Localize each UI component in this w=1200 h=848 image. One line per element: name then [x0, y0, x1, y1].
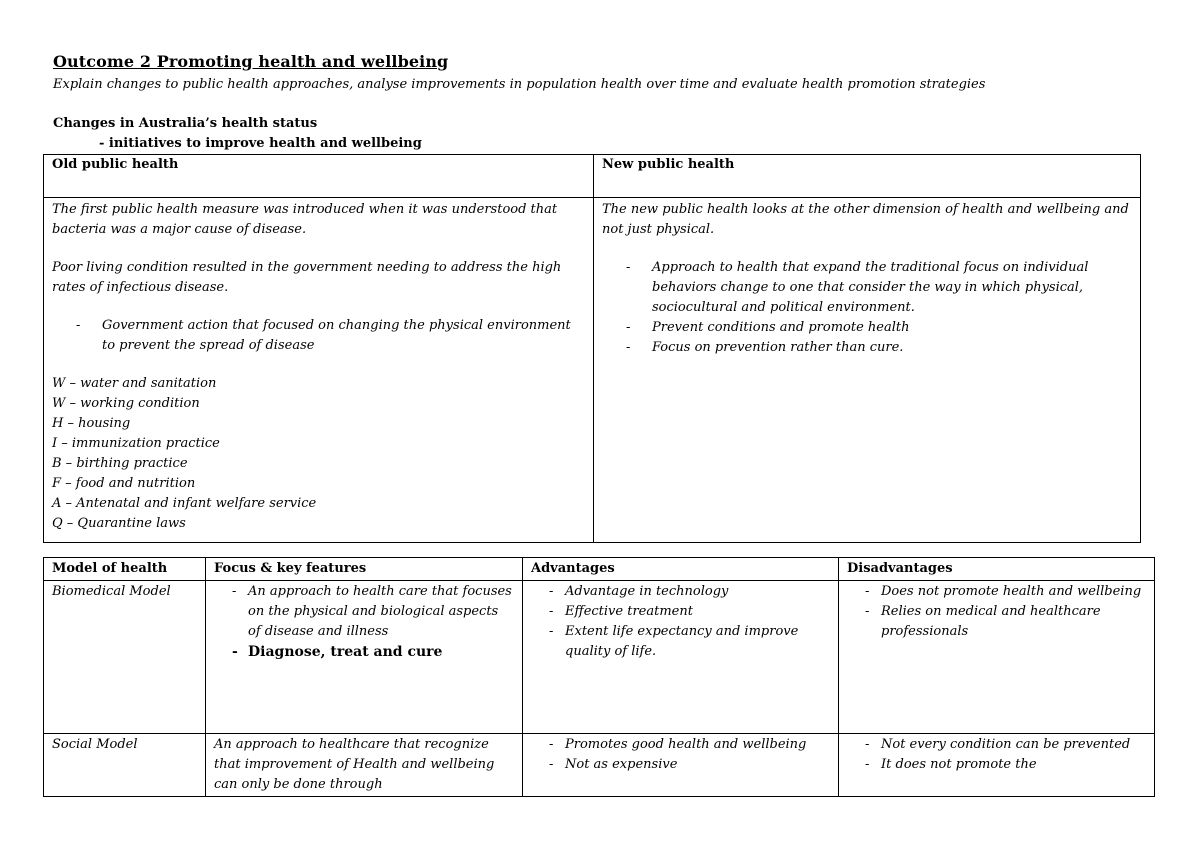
- acronym-line: Q – Quarantine laws: [52, 516, 186, 531]
- list-item: - Extent life expectancy and improve quality of life.: [531, 622, 830, 662]
- models-of-health-table: [43, 557, 1155, 797]
- header-old-public-health: Old public health: [44, 155, 594, 198]
- table-row: [44, 581, 1155, 734]
- list-item: - Relies on medical and healthcare professionals: [847, 602, 1146, 642]
- old-public-health-cell: [44, 198, 594, 543]
- old-para-2: Poor living condition resulted in the government needing to address the high rates of infectious disease.: [52, 260, 562, 295]
- disadvantages-cell: [839, 734, 1155, 797]
- disadvantages-list: [847, 582, 1146, 642]
- focus-cell: [206, 581, 523, 734]
- advantages-cell: [523, 581, 839, 734]
- model-name-cell: Social Model: [44, 734, 206, 797]
- header-disadvantages: Disadvantages: [839, 558, 1155, 581]
- section-subheading: - initiatives to improve health and wellbeing: [99, 136, 422, 151]
- acronym-line: I – immunization practice: [52, 436, 220, 451]
- list-item: - Promotes good health and wellbeing: [531, 735, 830, 755]
- header-new-public-health: New public health: [594, 155, 1141, 198]
- list-item: - Government action that focused on changing the physical environment to prevent the spread of disease: [52, 316, 585, 356]
- section-heading: Changes in Australia’s health status: [53, 116, 318, 131]
- page-title: Outcome 2 Promoting health and wellbeing: [53, 52, 449, 71]
- disadvantages-list: [847, 735, 1146, 775]
- advantages-cell: [523, 734, 839, 797]
- model-name-cell: Biomedical Model: [44, 581, 206, 734]
- old-para-1: The first public health measure was introduced when it was understood that bacteria was a major cause of disease.: [52, 202, 558, 237]
- list-item: - Focus on prevention rather than cure.: [602, 338, 1132, 358]
- old-bullet-list: [52, 316, 585, 356]
- header-model-of-health: Model of health: [44, 558, 206, 581]
- table-row: [44, 198, 1141, 543]
- new-bullet-list: [602, 258, 1132, 358]
- list-item: - Approach to health that expand the traditional focus on individual behaviors change to one that consider the way in which physical, sociocultural and political environment.: [602, 258, 1132, 318]
- list-item: - An approach to health care that focuses on the physical and biological aspects of disease and illness: [214, 582, 514, 642]
- table-row: [44, 734, 1155, 797]
- acronym-line: W – water and sanitation: [52, 376, 217, 391]
- focus-cell: An approach to healthcare that recognize that improvement of Health and wellbeing can only be done through: [206, 734, 523, 797]
- list-item: - Prevent conditions and promote health: [602, 318, 1132, 338]
- acronym-line: F – food and nutrition: [52, 476, 196, 491]
- table-header-row: [44, 558, 1155, 581]
- list-item: - Not every condition can be prevented: [847, 735, 1146, 755]
- disadvantages-cell: [839, 581, 1155, 734]
- list-item: - Advantage in technology: [531, 582, 830, 602]
- list-item: - Effective treatment: [531, 602, 830, 622]
- header-advantages: Advantages: [523, 558, 839, 581]
- list-item: - It does not promote the: [847, 755, 1146, 775]
- new-public-health-cell: [594, 198, 1141, 543]
- list-item: - Does not promote health and wellbeing: [847, 582, 1146, 602]
- advantages-list: [531, 582, 830, 662]
- table-header-row: [44, 155, 1141, 198]
- focus-bullet-list: [214, 582, 514, 662]
- advantages-list: [531, 735, 830, 775]
- acronym-line: H – housing: [52, 416, 131, 431]
- new-para-1: The new public health looks at the other dimension of health and wellbeing and not just physical.: [602, 202, 1129, 237]
- header-focus-key-features: Focus & key features: [206, 558, 523, 581]
- page-subtitle: Explain changes to public health approaches, analyse improvements in population health over time and evaluate health promotion strategies: [53, 77, 986, 92]
- acronym-line: A – Antenatal and infant welfare service: [52, 496, 317, 511]
- list-item: - Diagnose, treat and cure: [214, 642, 514, 662]
- acronym-line: W – working condition: [52, 396, 200, 411]
- acronym-line: B – birthing practice: [52, 456, 188, 471]
- public-health-table: [43, 154, 1141, 543]
- list-item: - Not as expensive: [531, 755, 830, 775]
